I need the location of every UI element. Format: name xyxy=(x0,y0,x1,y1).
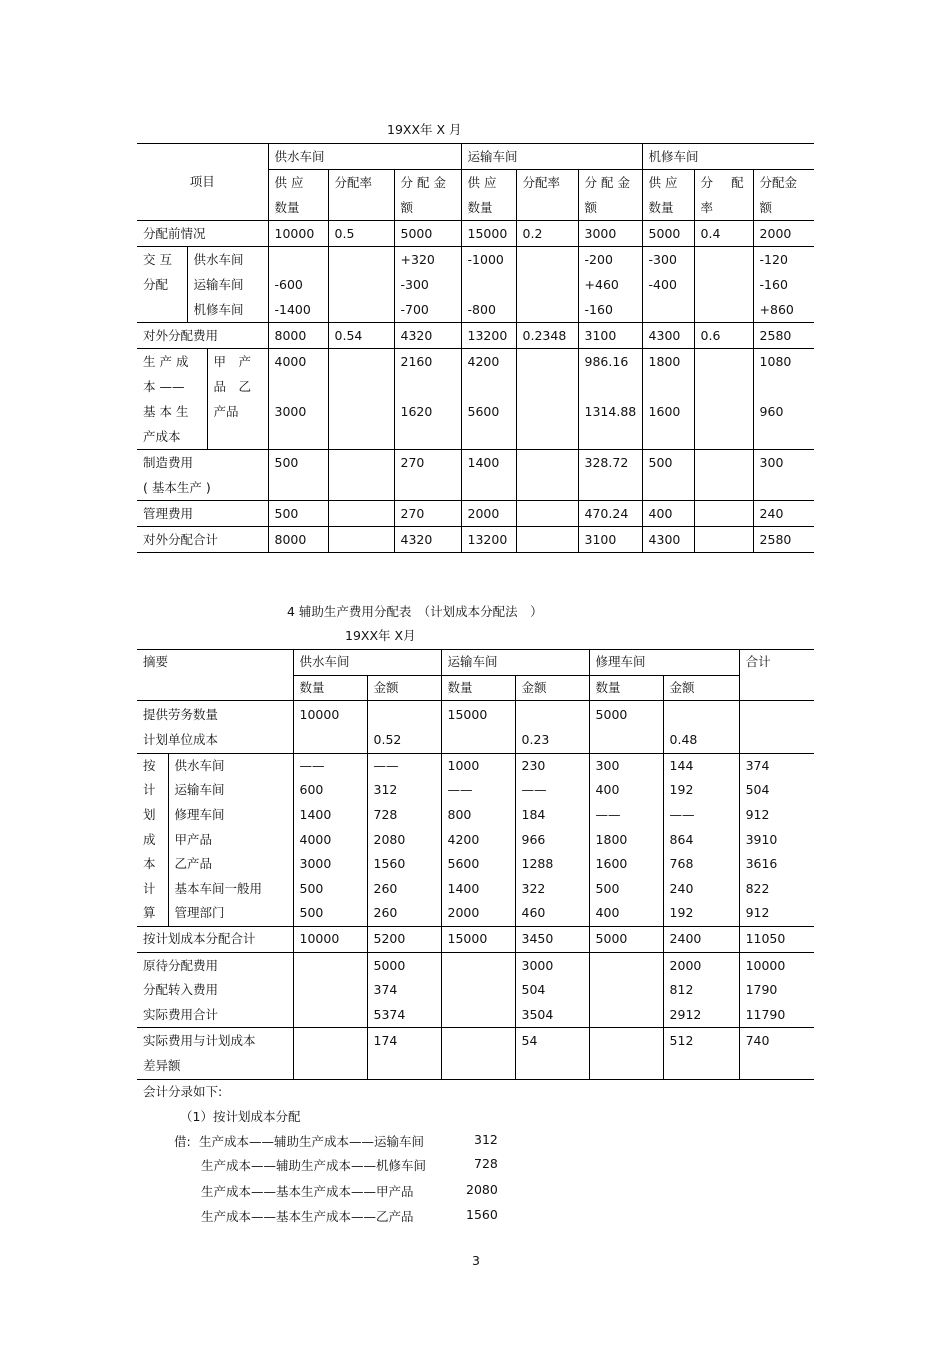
plan-row-workshop: 基本车间一般用 500 260 1400 322 500 240 822 xyxy=(137,877,814,902)
entry-amount-3: 2080 xyxy=(466,1182,498,1197)
sub-amount: 分 配 金 额 xyxy=(578,170,642,221)
header-item: 项目 xyxy=(137,144,268,221)
mutual-label: 交 互 分配 xyxy=(137,247,187,323)
row-before: 分配前情况 10000 0.5 5000 15000 0.2 3000 5000 0.4 2000 xyxy=(137,221,814,247)
debit-label: 借: xyxy=(174,1134,191,1149)
plan-side-label: 按 计 划 成 本 计 算 xyxy=(137,753,168,926)
entries-intro: 会计分录如下: xyxy=(143,1084,223,1099)
row-mfg: 制造费用 ( 基本生产 ) 500 270 1400 328.72 500 300 xyxy=(137,450,814,501)
header-summary: 摘要 xyxy=(137,650,293,701)
row-mgmt: 管理费用 500 270 2000 470.24 400 240 xyxy=(137,501,814,527)
entry-line-4: 生产成本——基本生产成本——乙产品 xyxy=(201,1209,414,1224)
allocation-table-2: 摘要 供水车间 运输车间 修理车间 合计 数量 金额 数量 金额 数量 金额 提供劳务数量 计划单位成本 10000 0.52 15000 0.23 5000 0.48 按 计 划 成 本 计 算 供水车间 —— —— 1000 230 300 144 374 运输车间 600 312 —— —— 400 192 504 修理车间 1400 728 800 184 —— —— 912 甲产品 4000 2080 4200 966 1800 864 3910 乙产品 3000 1560 5600 1288 1600 768 3616 基本车间一般用 500 260 1400 322 500 240 822 管理部门 500 260 2000 460 400 192 912 按计划成本分配合计 10000 5200 15000 3450 5000 2400 11050 原待分配费用 分配转入费用 实际费用合计 5000 374 5374 3000 504 3504 2000 812 2912 10000 1790 11790 实际费用与计划成本 差异额 174 54 512 740 xyxy=(137,649,814,1080)
row-mutual-transport: 运输车间 -600 -300 +460 -400 -160 xyxy=(137,272,814,297)
plan-row-management: 管理部门 500 260 2000 460 400 192 912 xyxy=(137,901,814,926)
row-prod-a: 生 产 成 本 —— 基 本 生 产成本 甲 产 品 乙 产品 4000 2160 4200 986.16 1800 1080 xyxy=(137,349,814,400)
header-repair: 机修车间 xyxy=(642,144,814,170)
header-water: 供水车间 xyxy=(268,144,461,170)
entry-line-2: 生产成本——辅助生产成本——机修车间 xyxy=(201,1158,427,1173)
header-total: 合计 xyxy=(739,650,814,701)
row-mutual-water: 交 互 分配 供水车间 +320 -1000 -200 -300 -120 xyxy=(137,247,814,273)
sub-amount: 分 配 金 额 xyxy=(394,170,461,221)
sub-rate: 分配率 xyxy=(328,170,394,221)
plan-row-repair: 修理车间 1400 728 800 184 —— —— 912 xyxy=(137,803,814,828)
entry-amount-1: 312 xyxy=(474,1132,498,1147)
diff-row: 实际费用与计划成本 差异额 174 54 512 740 xyxy=(137,1028,814,1079)
sub-qty: 供 应 数量 xyxy=(461,170,516,221)
header-transport: 运输车间 xyxy=(441,650,589,676)
sub-qty: 供 应 数量 xyxy=(268,170,328,221)
plan-row-water: 按 计 划 成 本 计 算 供水车间 —— —— 1000 230 300 144 374 xyxy=(137,753,814,778)
header-repair: 修理车间 xyxy=(589,650,739,676)
header-transport: 运输车间 xyxy=(461,144,642,170)
row-prod-b: 3000 1620 5600 1314.88 1600 960 xyxy=(137,399,814,449)
sub-qty: 供 应 数量 xyxy=(642,170,694,221)
entry-amount-4: 1560 xyxy=(466,1207,498,1222)
row-external: 对外分配费用 8000 0.54 4320 13200 0.2348 3100 4300 0.6 2580 xyxy=(137,323,814,349)
entry-line-1: 生产成本——辅助生产成本——运输车间 xyxy=(199,1134,425,1149)
sub-rate: 分 配 率 xyxy=(694,170,753,221)
table1-date: 19XX年 X 月 xyxy=(387,122,462,137)
header-water: 供水车间 xyxy=(293,650,441,676)
sub-amount: 分配金 额 xyxy=(753,170,814,221)
plan-total-row: 按计划成本分配合计 10000 5200 15000 3450 5000 2400 11050 xyxy=(137,926,814,952)
entry-line-3: 生产成本——基本生产成本——甲产品 xyxy=(201,1184,414,1199)
table2-title: 4 辅助生产费用分配表 （计划成本分配法 ） xyxy=(287,604,543,619)
plan-row-product-b: 乙产品 3000 1560 5600 1288 1600 768 3616 xyxy=(137,852,814,877)
sub-rate: 分配率 xyxy=(516,170,578,221)
plan-row-product-a: 甲产品 4000 2080 4200 966 1800 864 3910 xyxy=(137,828,814,853)
page-number: 3 xyxy=(472,1253,480,1268)
row-service: 提供劳务数量 计划单位成本 10000 0.52 15000 0.23 5000 0.48 xyxy=(137,701,814,754)
entries-step: （1）按计划成本分配 xyxy=(180,1109,301,1124)
entry-amount-2: 728 xyxy=(474,1156,498,1171)
row-total: 对外分配合计 8000 4320 13200 3100 4300 2580 xyxy=(137,527,814,553)
table2-date: 19XX年 X月 xyxy=(345,628,416,643)
actual-rows: 原待分配费用 分配转入费用 实际费用合计 5000 374 5374 3000 504 3504 2000 812 2912 10000 1790 11790 xyxy=(137,952,814,1028)
prod-sub-label: 甲 产 品 乙 产品 xyxy=(207,349,268,450)
prod-label: 生 产 成 本 —— 基 本 生 产成本 xyxy=(137,349,207,450)
plan-row-transport: 运输车间 600 312 —— —— 400 192 504 xyxy=(137,778,814,803)
row-mutual-repair: 机修车间 -1400 -700 -800 -160 +860 xyxy=(137,297,814,323)
allocation-table-1 xyxy=(137,143,814,553)
